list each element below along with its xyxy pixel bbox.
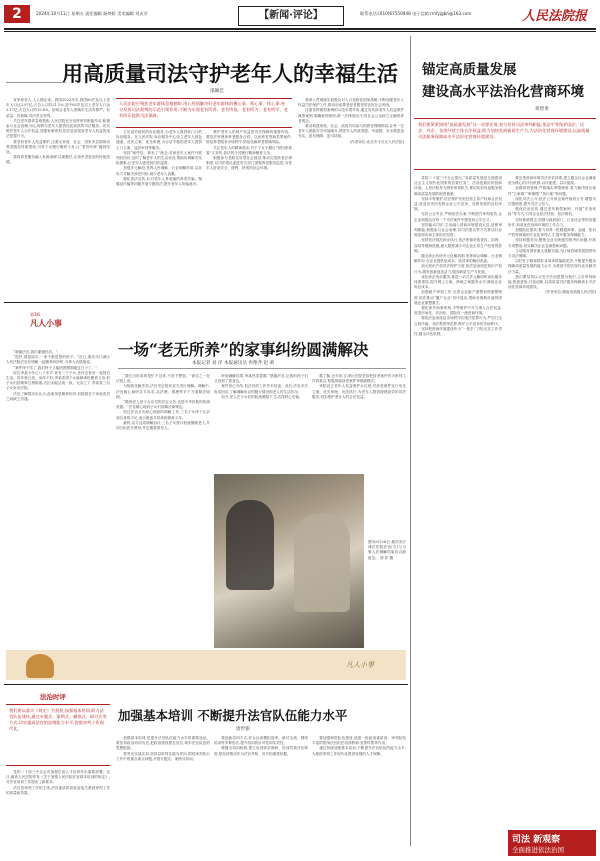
- section-rule-bottom: [4, 684, 408, 685]
- article-elderly-col1: 宜家养老人,人人期企来。我国2023年末,我国60岁及以上老年人口达2.97亿,占总人口的21.1%,其中65岁及以上老年人口达2.17亿,占总人口的15.4%。如何让老年人的晚年生活有尊严、有质量、有保障,司法责无旁贷。 关注老年群体急难愁盼,人民法院充分发挥审判职能作用,积极参与社会治理,用心用情为老年人提供优质高效的司法服务。切实维护老年人合法权益,加强家事审判,依法惩治侵害老年人权益的违法犯罪行为。 要坚持老年人权益保护,注重从家庭、社会、国家多层面推动养老服务体系建设,引导子女履行赡养义务,让“老有所养”落到实处。 要将养老服务融入诉源治理,以案释法,弘扬孝老爱亲的传统美德。: [6, 98, 110, 165]
- headline-business-1: 锚定高质量发展: [422, 62, 517, 78]
- section-title: 【新闻·评论】: [238, 6, 344, 26]
- article-business-col2: 要完善营商环境司法评估体系,建立健全以企业满意度为核心的评价机制,以评促建、以评促改。 加强审判管理,严格落实审限制度,着力解决涉企案件“立案难”“审理慢”“执行难”等问题。 深化司法公开,依法公开涉企案件裁判文书,增强司法透明度,提升司法公信力。 强化法治宣传,通过发布典型案例、开展“法治体检”等方式,引导企业依法经营、依法维权。 坚持系统观念,加强与政府部门、行业协会等的沟通协作,形成优化营商环境的工作合力。 加强队伍建设,着力培养一批精通商事、金融、知识产权等领域的专业化审判人才,提升服务保障能力。 坚持问题导向,聚焦企业反映强烈的突出问题,开展专项整治,切实解决企业急难愁盼问题。 主动服务国家重大战略实施,为区域协调发展提供有力司法保障。 以钉钉子精神抓好各项举措落地见效,不断提升服务保障高质量发展的能力水平,为推进中国式现代化贡献司法力量。 我们要坚持以习近平法治思想为指引,立足审判职能,锐意进取,开拓创新,以高质量司法服务保障高水平法治化营商环境建设。 (作者单位:湖南省高级人民法院): [508, 176, 596, 295]
- contact-info: 联系电话:(010)67550948 电子信箱:rmfyjgbh@163.com: [360, 11, 472, 16]
- story-col2: “我们当时真的是忙不过来,不是不想管。”被告之一在法庭上说。 为彻底化解矛盾,法官决定组织双方进行调解。调解中,法官耐心倾听各方诉求,从法理、情理等多个方面释法明理。 “赡养老人是子女应尽的法定义务,也是中华民族的传统美德。”法官耐心地向子女们讲解法律规定。 经过法官多次耐心细致的调解工作,三名子女终于认识到自身的不足,表示愿意共同承担赡养义务。 最终,双方达成调解协议:三名子女按月轮流照顾老人,共同分担医疗费用,并定期看望老人。: [116, 374, 210, 431]
- story-col4: 据了解,近年来,江津区法院坚持把涉老案件作为审判工作的重点,积极探索涉老案件审理新模式。 该院设立老年人权益保护合议庭,对涉老案件实行优先立案、优先审理、优先执行,为老年人提供便捷高效的司法服务,切实维护老年人的合法权益。: [312, 374, 406, 399]
- lead-box-elderly: [116, 98, 292, 128]
- photo-caption: 图为9月26日,重庆市江津区法院法官(左)与当事人在调解结束后合影留念。 刘 洋 摄: [368, 540, 406, 560]
- photo-judge-figure: [226, 500, 274, 590]
- byline-training: 唐世银: [236, 727, 250, 732]
- headline-elderly: 用高质量司法守护老年人的幸福生活: [62, 61, 398, 86]
- article-business-col1: 党的二十届三中全会提出,“高质量发展是全面建设社会主义现代化国家的首要任务”。法治是最好的营商环境。人民法院作为国家审判机关,要切实担负起服务保障高质量发展的职责使命。 坚持平等保护,依法保护各类经营主体产权和合法权益,营造各类所有制企业公平竞争、竞相发展的良好环境。 坚持公正司法,严格依法办案,不断提升审判质效,让企业和群众在每一个司法案件中感受到公平正义。 坚持能动司法,主动融入营商环境建设大局,延伸审判职能,积极参与社会治理,以司法建议等方式推动行业规范和市场主体依法经营。 坚持依法规范涉企执行,依法审慎采取查封、扣押、冻结等强制措施,最大限度减少对企业正常生产经营的影响。 健全涉企纠纷多元化解机制,发挥商会调解、行业调解作用,为企业提供低成本、高效率的解纷渠道。 加大知识产权司法保护力度,依法惩治侵犯知识产权行为,激发创新创造活力,服务新质生产力发展。 优化涉企诉讼服务,推进一站式多元解纷和诉讼服务体系建设,提升网上立案、跨域立案服务水平,降低企业诉讼成本。 加强破产审判工作,完善企业破产重整和预重整制度,依法推动“僵尸企业”有序退出,帮助有挽救价值的困境企业重整重生。 强化涉外商事审判,平等保护中外当事人合法权益,营造市场化、法治化、国际化一流营商环境。 要依法惩治扰乱市场秩序的违法犯罪行为,严厉打击合同诈骗、非法集资等犯罪,维护公平竞争的市场秩序。 坚持把营商环境建设作为“一把手”工程,压实工作责任,健全评估机制。: [414, 176, 502, 337]
- story-col3: 听到调解结果,李某热泪盈眶:“感谢法官,让我的孩子们又回到了我身边。” 案件虽已办结,但法官的工作并未结束。此后,法官多次电话回访,了解调解协议的履行情况和老人的生活状况。 如今,老人在子女们的轮流照顾下,生活得舒心安稳。: [214, 374, 308, 399]
- story-col1: “谢谢法官,我们谢谢你们。” “您好,我是原告,一家子都是您的孩子。”近日,重庆市江津区人民法院法官在调解一起赡养纠纷时,当事人动情地说。 “案件终于结了,我们终于又能团团圆圆地过日子了。” 原告李某今年已八十多岁,育有三个子女,老伴去世后一直独自生活。因年事已高、身体不好,李某希望子女能够承担赡养义务,但子女们因琐事互相推诿,迟迟未能达成一致。无奈之下,李某将三名子女诉至法院。 法官了解情况后认为,此案虽是赡养纠纷,但根源在于家庭成员之间缺乏沟通。: [6, 350, 110, 401]
- story-photo: [214, 474, 364, 648]
- byline-elderly: 邵佩佳: [210, 89, 224, 94]
- byline-business: 蒋智勇: [535, 107, 549, 112]
- page-number: 2: [4, 5, 30, 23]
- newspaper-logo: 人民法院报: [522, 9, 588, 24]
- decorative-signature: 凡人小事: [346, 661, 374, 669]
- byline-story: 本报记者 刘 洋 本报通讯员 冉艳齐 赵 莉: [192, 361, 275, 366]
- column-tag: 第3版: [30, 312, 41, 317]
- photo-elderly-figure: [294, 514, 350, 612]
- headline-training: 加强基本培训 不断提升法官队伍能力水平: [118, 708, 348, 723]
- article-elderly-col2: 立足高效便民的诉讼服务,为老年人提供家门口的诉讼服务。在人民法院,诉讼服务中心设立老年人绿色通道、优先立案、优先审理,为行动不便的老年人提供上门立案、巡回审判等服务。 坚持“案件结、事未了”理念,对涉老年人案件开展判后回访,及时了解老年人的生活状况,帮助协调解决实际困难,让老年人感受到司法温度。 加强多元解纷,发挥人民调解、行业调解作用,以非诉方式解决涉老纠纷,减少老年人诉累。 强化普法宣传,针对老年人易受骗的养老诈骗、保健品诈骗等问题开展专题普法,提升老年人防骗意识。: [116, 130, 202, 187]
- article-training-col3: 要创新培训方式,综合运用模拟庭审、研讨交流、网络培训等多种形式,提升培训的针对性和实效性。 要健全培训机制,建立培训需求调研、培训效果评估制度,把培训情况作为法官考核、晋升的重要依据。: [214, 736, 308, 756]
- elderly-couple-icon: [26, 654, 54, 678]
- column-name: 凡人小事: [30, 318, 62, 328]
- author-note-business: (作者单位:湖南省高级人民法院): [545, 290, 596, 295]
- decorative-banner: [6, 650, 406, 680]
- article-training-col1: 党的二十届三中全会对加强法治人才培养作出重要部署。近日,最高人民法院印发《关于加强人民法院法官基本培训的规定》,对法官培训工作提出了新要求。 法官是审判工作的主体,法官素质的高低直接关系到审判工作的质量和效果。: [6, 770, 110, 795]
- section-rule: [4, 302, 408, 303]
- column-divider: [410, 36, 411, 846]
- divider: [118, 368, 406, 369]
- column-tag-law-commentary: 法治时评: [40, 693, 66, 701]
- issue-date-line: 2024年10月11日 星期五 责任编辑 杨梦娇 美术编辑 刘庆芳: [36, 11, 148, 16]
- lead-training: 我们要以落实《规定》为契机,加强基本培训,助力法官队伍建设,通过专题式、案例式、模拟式、研讨式等方式,切实提高法官的思维能力水平,促推审判工作现代化。: [9, 708, 107, 731]
- story-quote-open: “谢谢法官,我们谢谢你们。”: [13, 350, 58, 354]
- article-elderly-col4: 要深入贯彻落实积极应对人口老龄化国家战略,不断加强老年人权益司法保护工作,推动形成尊老爱老敬老的良好社会风尚。 注重发挥典型案例的示范引领作用,通过发布涉老年人权益保护典型案例,明确裁判规则,统一法律适用,引导社会公众树立正确的养老观念。 推动构建家庭、社会、政府共同参与的养老保障格局,让每一位老年人都能安享幸福晚年,使老年人的获得感、幸福感、安全感更加充实、更有保障、更可持续。 (作者单位:北京市丰台区人民法院): [298, 98, 404, 144]
- footer-tagline: 全面推进依法治国: [512, 846, 564, 854]
- masthead-rule-thin: [4, 31, 596, 32]
- article-elderly-col3: 维护老年人的财产权益是司法保障的重要内容。要依法审理涉养老服务合同、以房养老等新类型案件,规范养老服务市场秩序,防范化解养老领域风险。 关注老年人的精神需求,对于子女不履行“常回家看看”义务的,依法判令其履行精神赡养义务。 积极参与老龄友好型社会建设,推动完善涉老法律制度,以司法建议促进有关部门加强养老服务监管,为老年人营造安全、便利、舒适的社会环境。: [206, 130, 292, 171]
- headline-business-2: 建设高水平法治化营商环境: [422, 84, 584, 100]
- headline-story: 一场“老无所养”的家事纠纷圆满解决: [118, 340, 369, 359]
- lead-box-business: [414, 118, 596, 170]
- column-badge: [30, 312, 86, 336]
- lead-box-training: [6, 704, 110, 766]
- lead-elderly: 人民法院应聚焦老年群体急难愁盼,用心用情解决好老年群体的揪心事、烦心事、忧心事,充分发挥司法裁判的示范引领作用,不断为实现老有所养、老有所依、老有所为、老有所学、老有所乐提供司法保障。: [119, 101, 288, 118]
- article-training-col4: 要加强师资队伍建设,选拔一批政治素质高、审判经验丰富的资深法官担任培训教师,发挥传帮带作用。 通过持续加强基本培训,不断提升法官队伍的能力水平,为推进审判工作现代化提供坚强的人才保障。: [312, 736, 406, 756]
- article-training-col2: 加强基本培训,是提升法官队伍能力水平的重要途径。要坚持政治培训为先,把政治建设摆在首位,筑牢法官队伍的思想根基。 要突出实战实训,坚持以审判实践为导向,围绕审判执行工作中的重点难点问题,开展专题式、案例式培训。: [116, 736, 210, 761]
- lead-business: 我们要紧紧围绕“高质量发展”这一首要任务,充分发挥司法审判职能,依法平等保护国企、民企、外企、各类经营主体合法权益,助力加快发展新质生产力,为法治化营商环境建设,以高质量司法服务保障高水平法治化营商环境建设。: [418, 122, 590, 139]
- author-note-elderly: (作者单位:北京市丰台区人民法院): [349, 139, 404, 144]
- footer-logo-box: [508, 830, 596, 856]
- divider: [6, 82, 66, 83]
- masthead-rule: [4, 28, 596, 30]
- footer-brand: 司法 新观察: [512, 835, 561, 845]
